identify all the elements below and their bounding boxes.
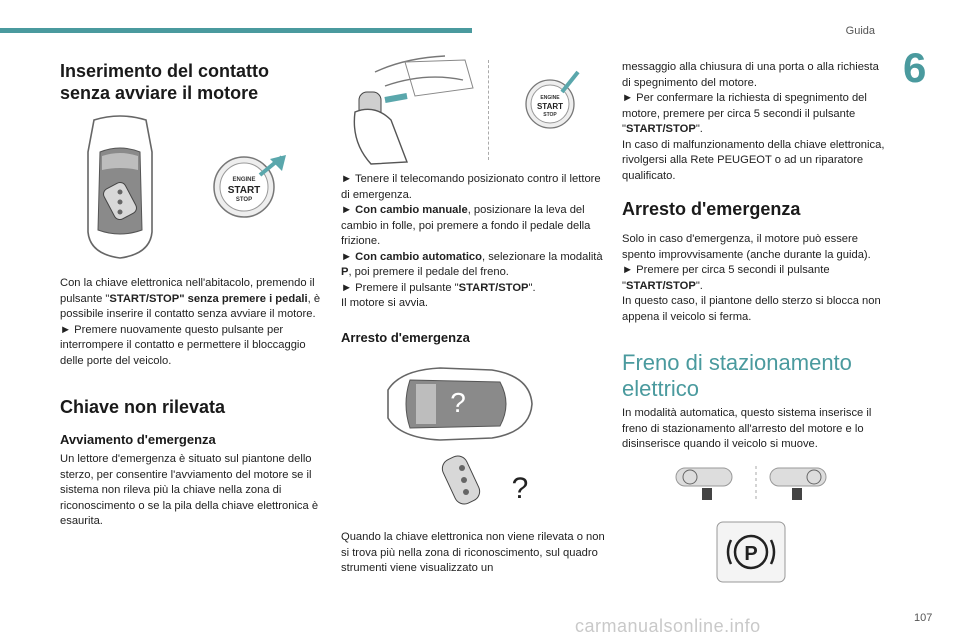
col3-para2-bold: START/STOP [625, 123, 696, 135]
park-symbol: P [744, 543, 758, 565]
start-button-text-engine: ENGINE [232, 177, 256, 183]
page-number: 107 [914, 612, 933, 624]
col2-para: Quando la chiave elettronica non viene rilevata o non si trova più nella zona di riconoscimento, sul quadro strumenti viene visualizzato un [341, 531, 605, 574]
car-question-mark: ? [450, 387, 466, 418]
col1-para3: Un lettore d'emergenza è situato sul piantone dello sterzo, per consentire l'avviamento del motore se il sistema non rileva più la chiave nella zona di riconoscimento o se la pila della chiave elettronica è esaurita. [60, 453, 319, 527]
header-accent-bar [0, 28, 472, 33]
col1-title [60, 60, 320, 104]
col3-para1: messaggio alla chiusura di una porta o alla richiesta di spegnimento del motore. [622, 61, 879, 89]
key-question-mark: ? [511, 472, 529, 505]
small-start-text-engine: ENGINE [540, 95, 560, 101]
col1-intro-paragraph [60, 276, 328, 369]
col3-light-title [622, 350, 890, 402]
col1-para1-bold: START/STOP" senza premere i pedali [109, 292, 308, 305]
electric-parking-brake-icon [715, 520, 787, 584]
col3-para6: In questo caso, il piantone dello sterzo si blocca non appena il veicolo si ferma. [622, 295, 881, 323]
col3-para4: Solo in caso d'emergenza, il motore può essere spento improvvisamente (anche durante la guida). [622, 233, 871, 261]
col2-step3-p: P [341, 266, 349, 278]
col1-subtitle: Avviamento d'emergenza [60, 432, 216, 447]
col1-para2: ► Premere nuovamente questo pulsante per interrompere il contatto e permettere il bloccaggio delle porte del veicolo. [60, 323, 306, 367]
col3-section-title: Arresto d'emergenza [622, 199, 801, 219]
parking-brake-lever-illustration [672, 462, 842, 502]
col3-emergency-paragraphs [622, 232, 890, 325]
col3-para5-bold: START/STOP [625, 279, 696, 292]
col3-para2-pre: ► Per confermare la richiesta di spegnimento del motore, premere per circa 5 secondi il pulsante " [622, 92, 867, 135]
col2-step1: ► Tenere il telecomando posizionato contro il lettore di emergenza. [341, 173, 601, 201]
watermark: carmanualsonline.info [575, 616, 761, 636]
col2-step4-bold: START/STOP [458, 281, 529, 294]
col2-step4-post: ". [528, 281, 536, 294]
col3-para2-post: ". [695, 123, 703, 135]
col2-step2-rest: , posizionare la leva del cambio in folle, poi premere a fondo il pedale della frizione. [341, 204, 591, 247]
col1-title-line2: senza avviare il motore [60, 83, 259, 103]
col1-para1-post: , è possibile inserire il contatto senza avviare il motore. [60, 292, 321, 320]
col3-light-title-line2: elettrico [622, 376, 700, 401]
col1-title-line1: Inserimento del contatto [60, 61, 270, 81]
col2-step2-bold: ► Con cambio manuale [341, 204, 468, 216]
col3-top-paragraphs [622, 60, 890, 184]
col2-steps [341, 172, 605, 312]
col3-para3: In caso di malfunzionamento della chiave elettronica, rivolgersi alla Rete PEUGEOT o ad un riparatore qualificato. [622, 138, 885, 182]
col1-para1-pre: Con la chiave elettronica nell'abitacolo, premendo il pulsante " [60, 277, 315, 305]
small-start-text-start: START [536, 102, 564, 111]
start-stop-button-icon [212, 153, 292, 223]
col2-subtitle: Arresto d'emergenza [341, 330, 470, 345]
car-top-view-key-illustration [80, 112, 160, 262]
small-start-text-stop: STOP [543, 112, 557, 118]
steering-column-key-reader-illustration [345, 52, 485, 166]
start-button-text-stop: STOP [235, 197, 253, 203]
col2-step3-end: , poi premere il pedale del freno. [348, 266, 509, 278]
col3-para5-pre: ► Premere per circa 5 secondi il pulsante " [622, 264, 830, 292]
car-key-not-detected-illustration [380, 360, 540, 510]
col1-section-title: Chiave non rilevata [60, 397, 226, 417]
col3-light-title-line1: Freno di stazionamento [622, 350, 852, 375]
col2-step3-rest: , selezionare la modalità [482, 250, 603, 263]
col3-para5-post: ". [695, 279, 703, 292]
start-button-text-start: START [227, 185, 261, 196]
illustration-divider [488, 60, 490, 160]
start-stop-button-small-icon [518, 68, 582, 132]
col2-step5: Il motore si avvia. [341, 297, 429, 309]
chapter-number: 6 [903, 44, 927, 91]
col2-step4-pre: ► Premere il pulsante " [341, 281, 459, 294]
col2-step3-bold: ► Con cambio automatico [341, 250, 482, 263]
col3-para7: In modalità automatica, questo sistema inserisce il freno di stazionamento all'arresto del motore e lo disinserisce quando il veicolo si muove. [622, 407, 872, 450]
section-label: Guida [845, 25, 875, 37]
